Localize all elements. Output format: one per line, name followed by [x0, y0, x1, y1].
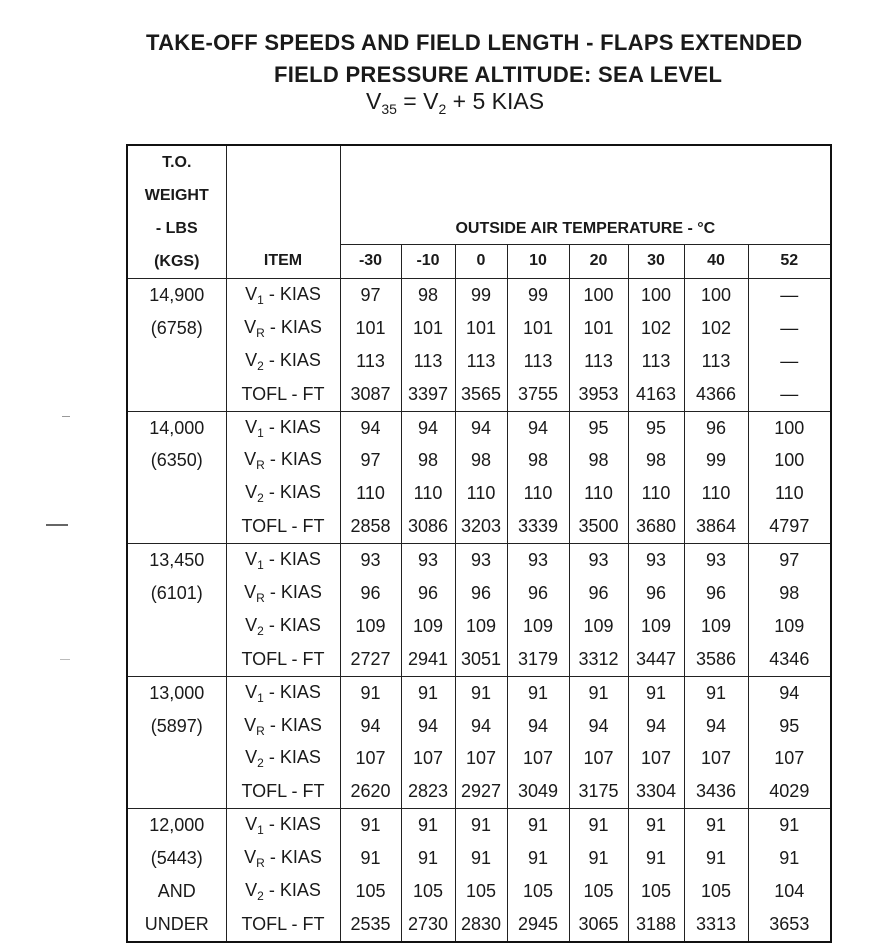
item-cell	[226, 345, 340, 378]
value-cell: —	[748, 345, 831, 378]
value-cell: 2823	[401, 775, 455, 808]
speed-formula: $V_{35} = V_2 + 5$ KIAS	[366, 88, 545, 117]
value-cell: 3653	[748, 908, 831, 942]
value-cell: 91	[628, 809, 684, 842]
value-cell: 2941	[401, 643, 455, 676]
item-label: V	[244, 714, 257, 735]
item-suffix: - KIAS	[263, 814, 321, 835]
table-row	[127, 345, 831, 378]
value-cell: 91	[340, 842, 401, 875]
weight-header-line: (KGS)	[154, 253, 200, 270]
value-cell: 94	[455, 411, 507, 444]
value-cell: 96	[455, 577, 507, 610]
value-cell: 100	[748, 444, 831, 477]
value-cell: 109	[340, 610, 401, 643]
table-row	[127, 411, 831, 444]
table-row	[127, 842, 831, 875]
item-label: V	[245, 879, 258, 900]
value-cell: 110	[455, 477, 507, 510]
item-label: V	[245, 614, 258, 635]
value-cell: 107	[340, 742, 401, 775]
value-cell: 100	[748, 411, 831, 444]
value-cell: 3953	[569, 378, 628, 411]
value-cell: 3049	[507, 775, 569, 808]
value-cell: 91	[628, 842, 684, 875]
value-cell: —	[748, 279, 831, 312]
item-subscript: 2	[257, 756, 264, 771]
weight-cell: 14,000	[127, 411, 226, 444]
value-cell: 100	[684, 279, 748, 312]
value-cell: 4366	[684, 378, 748, 411]
weight-cell: (6101)	[127, 577, 226, 610]
value-cell: 91	[748, 842, 831, 875]
value-cell: 102	[628, 312, 684, 345]
item-cell	[226, 842, 340, 875]
value-cell: 2730	[401, 908, 455, 942]
item-cell	[226, 378, 340, 411]
temp-header: 30	[628, 244, 684, 278]
value-cell: 98	[401, 444, 455, 477]
item-cell	[226, 875, 340, 908]
value-cell: 97	[748, 544, 831, 577]
item-label: TOFL - FT	[241, 648, 325, 669]
item-label: V	[245, 747, 258, 768]
margin-mark	[46, 524, 68, 526]
table-row	[127, 875, 831, 908]
value-cell: 4346	[748, 643, 831, 676]
value-cell: 98	[748, 577, 831, 610]
value-cell: 107	[684, 742, 748, 775]
value-cell: 91	[401, 842, 455, 875]
value-cell: 91	[569, 676, 628, 709]
value-cell: 3447	[628, 643, 684, 676]
value-cell: 3175	[569, 775, 628, 808]
value-cell: 113	[628, 345, 684, 378]
item-cell	[226, 710, 340, 743]
value-cell: 107	[455, 742, 507, 775]
item-suffix: - KIAS	[263, 681, 321, 702]
item-cell	[226, 544, 340, 577]
item-subscript: R	[256, 723, 265, 738]
value-cell: —	[748, 378, 831, 411]
value-cell: 110	[507, 477, 569, 510]
value-cell: 99	[455, 279, 507, 312]
value-cell: 99	[507, 279, 569, 312]
value-cell: 94	[569, 710, 628, 743]
item-cell	[226, 477, 340, 510]
value-cell: 107	[628, 742, 684, 775]
value-cell: 110	[401, 477, 455, 510]
value-cell: 94	[401, 710, 455, 743]
weight-header-line: WEIGHT	[144, 187, 209, 204]
item-suffix: - KIAS	[263, 614, 321, 635]
item-label: V	[244, 449, 257, 470]
value-cell: 93	[401, 544, 455, 577]
value-cell: 2927	[455, 775, 507, 808]
value-cell: 104	[748, 875, 831, 908]
value-cell: 3188	[628, 908, 684, 942]
value-cell: 101	[340, 312, 401, 345]
value-cell: 2945	[507, 908, 569, 942]
item-subscript: R	[256, 325, 265, 340]
value-cell: 105	[340, 875, 401, 908]
value-cell: 3864	[684, 510, 748, 543]
table-row	[127, 676, 831, 709]
value-cell: 91	[507, 809, 569, 842]
value-cell: 97	[340, 279, 401, 312]
value-cell: 3397	[401, 378, 455, 411]
value-cell: 109	[628, 610, 684, 643]
value-cell: 109	[455, 610, 507, 643]
item-label: TOFL - FT	[241, 913, 325, 934]
chart-title: TAKE-OFF SPEEDS AND FIELD LENGTH - FLAPS EXTENDED	[146, 30, 803, 55]
value-cell: 91	[684, 809, 748, 842]
temp-header: 20	[569, 244, 628, 278]
value-cell: 96	[569, 577, 628, 610]
value-cell: 3065	[569, 908, 628, 942]
value-cell: 94	[455, 710, 507, 743]
value-cell: 3087	[340, 378, 401, 411]
item-subscript: 1	[257, 425, 264, 440]
temp-header: -30	[340, 244, 401, 278]
value-cell: 107	[507, 742, 569, 775]
temp-header: 10	[507, 244, 569, 278]
table-row	[127, 444, 831, 477]
item-label: V	[245, 681, 258, 702]
item-cell	[226, 312, 340, 345]
value-cell: 101	[569, 312, 628, 345]
value-cell: 3203	[455, 510, 507, 543]
value-cell: 91	[569, 809, 628, 842]
value-cell: 97	[340, 444, 401, 477]
value-cell: 113	[569, 345, 628, 378]
value-cell: 3313	[684, 908, 748, 942]
item-label: V	[245, 482, 258, 503]
value-cell: 94	[684, 710, 748, 743]
oat-header: OUTSIDE AIR TEMPERATURE - °C	[340, 145, 831, 244]
value-cell: 94	[748, 676, 831, 709]
item-header-spacer	[226, 145, 340, 244]
value-cell: 107	[748, 742, 831, 775]
value-cell: 91	[340, 809, 401, 842]
item-cell	[226, 775, 340, 808]
value-cell: 105	[628, 875, 684, 908]
value-cell: 2727	[340, 643, 401, 676]
weight-cell	[127, 742, 226, 775]
item-subscript: R	[256, 856, 265, 871]
item-subscript: 1	[257, 558, 264, 573]
value-cell: 101	[401, 312, 455, 345]
value-cell: 105	[455, 875, 507, 908]
chart-subtitle: FIELD PRESSURE ALTITUDE: SEA LEVEL	[274, 62, 723, 87]
value-cell: 109	[748, 610, 831, 643]
value-cell: 4797	[748, 510, 831, 543]
table-row	[127, 742, 831, 775]
value-cell: 91	[401, 676, 455, 709]
value-cell: 3500	[569, 510, 628, 543]
value-cell: 94	[401, 411, 455, 444]
value-cell: 94	[340, 411, 401, 444]
value-cell: 94	[507, 710, 569, 743]
item-cell	[226, 510, 340, 543]
value-cell: 96	[507, 577, 569, 610]
weight-cell: 12,000	[127, 809, 226, 842]
weight-cell: 14,900	[127, 279, 226, 312]
value-cell: 4163	[628, 378, 684, 411]
value-cell: 2830	[455, 908, 507, 942]
value-cell: 3755	[507, 378, 569, 411]
value-cell: 98	[401, 279, 455, 312]
value-cell: 109	[507, 610, 569, 643]
item-cell	[226, 643, 340, 676]
margin-mark	[62, 416, 70, 417]
weight-cell	[127, 345, 226, 378]
weight-header-line: T.O.	[162, 154, 192, 171]
value-cell: 3304	[628, 775, 684, 808]
value-cell: 93	[569, 544, 628, 577]
item-subscript: 2	[257, 358, 264, 373]
item-subscript: 1	[257, 292, 264, 307]
weight-cell: (5443)	[127, 842, 226, 875]
item-cell	[226, 676, 340, 709]
item-suffix: - KIAS	[263, 482, 321, 503]
value-cell: 91	[455, 842, 507, 875]
item-suffix: - KIAS	[263, 747, 321, 768]
temp-header: 40	[684, 244, 748, 278]
value-cell: 91	[340, 676, 401, 709]
weight-cell: (6350)	[127, 444, 226, 477]
value-cell: 98	[569, 444, 628, 477]
value-cell: 105	[401, 875, 455, 908]
weight-cell	[127, 610, 226, 643]
weight-cell: 13,450	[127, 544, 226, 577]
item-cell	[226, 809, 340, 842]
table-row	[127, 312, 831, 345]
item-cell	[226, 742, 340, 775]
value-cell: 2858	[340, 510, 401, 543]
item-cell	[226, 908, 340, 942]
item-suffix: - KIAS	[264, 316, 322, 337]
item-suffix: - KIAS	[264, 449, 322, 470]
item-header: ITEM	[226, 244, 340, 278]
item-subscript: R	[256, 590, 265, 605]
item-suffix: - KIAS	[263, 416, 321, 437]
value-cell: 96	[684, 411, 748, 444]
item-label: V	[245, 349, 258, 370]
value-cell: 3086	[401, 510, 455, 543]
item-suffix: - KIAS	[263, 549, 321, 570]
item-subscript: 2	[257, 491, 264, 506]
item-label: V	[245, 283, 258, 304]
value-cell: 113	[507, 345, 569, 378]
item-cell	[226, 577, 340, 610]
item-cell	[226, 444, 340, 477]
value-cell: 109	[401, 610, 455, 643]
weight-cell	[127, 775, 226, 808]
value-cell: 94	[628, 710, 684, 743]
margin-mark	[60, 659, 70, 660]
value-cell: 93	[684, 544, 748, 577]
item-label: TOFL - FT	[241, 781, 325, 802]
table-row	[127, 775, 831, 808]
item-suffix: - KIAS	[264, 714, 322, 735]
value-cell: 95	[748, 710, 831, 743]
table-row	[127, 378, 831, 411]
weight-cell: AND	[127, 875, 226, 908]
value-cell: 2620	[340, 775, 401, 808]
value-cell: 102	[684, 312, 748, 345]
value-cell: 113	[684, 345, 748, 378]
value-cell: 94	[340, 710, 401, 743]
weight-cell: (5897)	[127, 710, 226, 743]
value-cell: 91	[401, 809, 455, 842]
value-cell: 3179	[507, 643, 569, 676]
value-cell: 113	[340, 345, 401, 378]
item-label: V	[245, 549, 258, 570]
table-row	[127, 544, 831, 577]
value-cell: 105	[684, 875, 748, 908]
item-suffix: - KIAS	[263, 283, 321, 304]
value-cell: 96	[401, 577, 455, 610]
item-label: V	[244, 581, 257, 602]
value-cell: 99	[684, 444, 748, 477]
temp-header: 52	[748, 244, 831, 278]
value-cell: 3586	[684, 643, 748, 676]
value-cell: 110	[748, 477, 831, 510]
value-cell: 93	[628, 544, 684, 577]
weight-cell	[127, 510, 226, 543]
weight-cell	[127, 477, 226, 510]
temp-header: 0	[455, 244, 507, 278]
value-cell: 110	[340, 477, 401, 510]
item-subscript: R	[256, 458, 265, 473]
value-cell: 109	[569, 610, 628, 643]
table-row	[127, 610, 831, 643]
value-cell: 2535	[340, 908, 401, 942]
item-subscript: 1	[257, 823, 264, 838]
value-cell: 91	[684, 842, 748, 875]
item-subscript: 2	[257, 888, 264, 903]
value-cell: 107	[569, 742, 628, 775]
value-cell: 95	[569, 411, 628, 444]
weight-header	[127, 145, 226, 279]
item-subscript: 1	[257, 690, 264, 705]
value-cell: 94	[507, 411, 569, 444]
table-row	[127, 643, 831, 676]
weight-cell: 13,000	[127, 676, 226, 709]
value-cell: 96	[628, 577, 684, 610]
weight-header-line: - LBS	[155, 220, 198, 237]
value-cell: 93	[507, 544, 569, 577]
value-cell: 98	[507, 444, 569, 477]
table-row	[127, 908, 831, 942]
value-cell: 95	[628, 411, 684, 444]
value-cell: 93	[455, 544, 507, 577]
value-cell: 91	[748, 809, 831, 842]
value-cell: 3565	[455, 378, 507, 411]
takeoff-performance-table	[126, 144, 832, 943]
value-cell: 93	[340, 544, 401, 577]
value-cell: 109	[684, 610, 748, 643]
value-cell: 91	[455, 676, 507, 709]
value-cell: 91	[628, 676, 684, 709]
value-cell: 4029	[748, 775, 831, 808]
item-cell	[226, 610, 340, 643]
item-cell	[226, 279, 340, 312]
weight-cell: (6758)	[127, 312, 226, 345]
table-row	[127, 710, 831, 743]
value-cell: 91	[569, 842, 628, 875]
weight-cell: UNDER	[127, 908, 226, 942]
value-cell: 98	[455, 444, 507, 477]
value-cell: 110	[684, 477, 748, 510]
weight-cell	[127, 643, 226, 676]
value-cell: 98	[628, 444, 684, 477]
value-cell: 113	[401, 345, 455, 378]
value-cell: 113	[455, 345, 507, 378]
item-suffix: - KIAS	[263, 879, 321, 900]
value-cell: 110	[569, 477, 628, 510]
value-cell: 100	[628, 279, 684, 312]
item-subscript: 2	[257, 623, 264, 638]
value-cell: 96	[340, 577, 401, 610]
value-cell: 100	[569, 279, 628, 312]
item-label: V	[244, 316, 257, 337]
item-suffix: - KIAS	[264, 581, 322, 602]
value-cell: 101	[507, 312, 569, 345]
item-label: V	[245, 416, 258, 437]
value-cell: 3680	[628, 510, 684, 543]
value-cell: 110	[628, 477, 684, 510]
value-cell: 91	[684, 676, 748, 709]
item-suffix: - KIAS	[263, 349, 321, 370]
value-cell: 3339	[507, 510, 569, 543]
weight-cell	[127, 378, 226, 411]
value-cell: 96	[684, 577, 748, 610]
value-cell: 3436	[684, 775, 748, 808]
value-cell: 101	[455, 312, 507, 345]
temp-header: -10	[401, 244, 455, 278]
item-label: V	[245, 814, 258, 835]
value-cell: 105	[507, 875, 569, 908]
table-row	[127, 510, 831, 543]
item-label: V	[244, 847, 257, 868]
table-row	[127, 477, 831, 510]
table-row	[127, 577, 831, 610]
value-cell: 91	[507, 842, 569, 875]
item-suffix: - KIAS	[264, 847, 322, 868]
table-row	[127, 809, 831, 842]
value-cell: 3051	[455, 643, 507, 676]
item-label: TOFL - FT	[241, 383, 325, 404]
item-label: TOFL - FT	[241, 516, 325, 537]
value-cell: —	[748, 312, 831, 345]
value-cell: 107	[401, 742, 455, 775]
value-cell: 3312	[569, 643, 628, 676]
value-cell: 91	[455, 809, 507, 842]
value-cell: 91	[507, 676, 569, 709]
value-cell: 105	[569, 875, 628, 908]
table-row	[127, 279, 831, 312]
item-cell	[226, 411, 340, 444]
